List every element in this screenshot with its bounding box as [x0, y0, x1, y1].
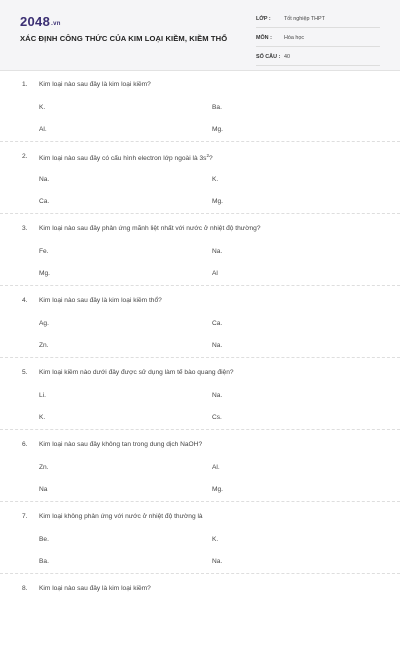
meta-value: Hóa học: [284, 35, 305, 41]
question-text: Kim loại kiềm nào dưới đây được sử dụng làm tế bào quang điện?: [39, 369, 234, 376]
option-b[interactable]: Na.: [212, 248, 223, 255]
option-d[interactable]: Mg.: [212, 486, 223, 493]
option-c[interactable]: Al.: [39, 126, 47, 133]
question-number: 3.: [22, 225, 28, 232]
question-7: [0, 502, 400, 574]
option-d[interactable]: Na.: [212, 342, 223, 349]
option-a[interactable]: Zn.: [39, 464, 49, 471]
question-4: [0, 286, 400, 358]
worksheet-title: XÁC ĐỊNH CÔNG THỨC CỦA KIM LOẠI KIỀM, KIỀM THỔ: [20, 34, 228, 43]
meta-row-class: [256, 12, 380, 28]
question-text: Kim loại nào sau đây không tan trong dung dịch NaOH?: [39, 441, 203, 448]
meta-label: MÔN :: [256, 35, 272, 41]
option-c[interactable]: Na: [39, 486, 48, 493]
meta-value: 40: [284, 54, 290, 60]
question-number: 6.: [22, 441, 28, 448]
question-number: 7.: [22, 513, 28, 520]
page-header: [0, 0, 400, 71]
option-a[interactable]: Na.: [39, 176, 50, 183]
question-1: [0, 70, 400, 142]
option-c[interactable]: Ca.: [39, 198, 50, 205]
option-d[interactable]: Na.: [212, 558, 223, 565]
option-b[interactable]: Al.: [212, 464, 220, 471]
option-b[interactable]: Na.: [212, 392, 223, 399]
question-number: 2.: [22, 153, 28, 160]
question-5: [0, 358, 400, 430]
question-text: Kim loại nào sau đây là kim loại kiềm thổ?: [39, 297, 162, 304]
meta-info: [256, 12, 380, 69]
question-text: Kim loại nào sau đây là kim loại kiềm?: [39, 585, 151, 592]
option-b[interactable]: Ca.: [212, 320, 223, 327]
option-a[interactable]: Be.: [39, 536, 49, 543]
question-text: Kim loại không phản ứng với nước ở nhiệt độ thường là: [39, 513, 203, 520]
question-text: Kim loại nào sau đây có cấu hình electron lớp ngoài là $3s^2$?: [39, 153, 213, 163]
option-d[interactable]: Al: [212, 270, 218, 277]
option-b[interactable]: K.: [212, 176, 219, 183]
question-text: Kim loại nào sau đây là kim loại kiềm?: [39, 81, 151, 88]
option-c[interactable]: K.: [39, 414, 46, 421]
meta-label: SỐ CÂU :: [256, 54, 281, 60]
question-list: [0, 70, 400, 645]
meta-row-subject: [256, 31, 380, 47]
option-a[interactable]: K.: [39, 104, 46, 111]
option-c[interactable]: Zn.: [39, 342, 49, 349]
question-text: Kim loại nào sau đây phản ứng mãnh liệt nhất với nước ở nhiệt độ thường?: [39, 225, 261, 232]
question-8: [0, 574, 400, 645]
question-number: 1.: [22, 81, 28, 88]
question-2: [0, 142, 400, 214]
option-d[interactable]: Mg.: [212, 198, 223, 205]
option-d[interactable]: Mg.: [212, 126, 223, 133]
question-number: 4.: [22, 297, 28, 304]
option-a[interactable]: Li.: [39, 392, 46, 399]
logo-suffix: .vn: [51, 21, 61, 27]
question-6: [0, 430, 400, 502]
question-number: 8.: [22, 585, 28, 592]
option-c[interactable]: Ba.: [39, 558, 49, 565]
option-b[interactable]: Ba.: [212, 104, 222, 111]
superscript: 2: [206, 153, 210, 158]
option-b[interactable]: K.: [212, 536, 219, 543]
meta-value: Tốt nghiệp THPT: [284, 16, 325, 22]
option-a[interactable]: Fe.: [39, 248, 49, 255]
question-3: [0, 214, 400, 286]
meta-label: LỚP :: [256, 16, 271, 22]
site-logo[interactable]: 2048.vn: [20, 14, 61, 29]
question-number: 5.: [22, 369, 28, 376]
option-a[interactable]: Ag.: [39, 320, 49, 327]
option-c[interactable]: Mg.: [39, 270, 50, 277]
meta-row-count: [256, 50, 380, 66]
option-d[interactable]: Cs.: [212, 414, 222, 421]
